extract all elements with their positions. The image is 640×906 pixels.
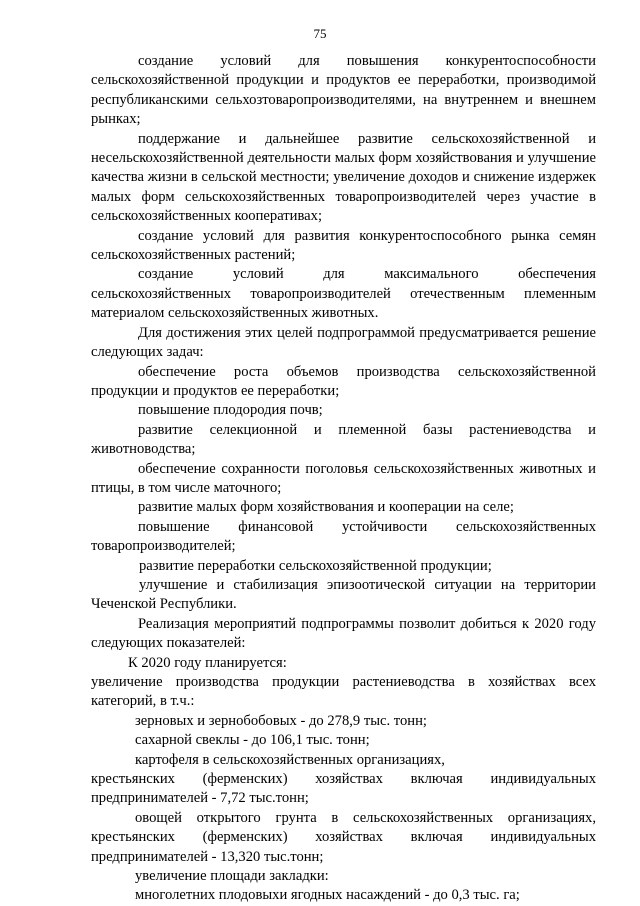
paragraph-task-small-forms: развитие малых форм хозяйствования и кооперации на селе; xyxy=(138,499,514,516)
paragraph-task-production-growth: обеспечение роста объемов производства сельскохозяйственной продукции и продуктов ее переработки; xyxy=(91,363,596,399)
document-body xyxy=(91,52,596,906)
paragraph-task-selection-base: развитие селекционной и племенной базы растениеводства и животноводства; xyxy=(91,421,596,458)
paragraph-goal-competitiveness: создание условий для повышения конкурентоспособности сельскохозяйственной продукции и продуктов ее переработки, производимой республиканскими сельхозтоваропроизводителями, на внутреннем и внешнем рынках; xyxy=(91,53,596,128)
paragraph-task-processing: развитие переработки сельскохозяйственной продукции; xyxy=(139,557,492,574)
paragraph-sugar-beet: сахарной свеклы - до 106,1 тыс. тонн; xyxy=(135,732,370,749)
paragraph-task-livestock-safety: обеспечение сохранности поголовья сельскохозяйственных животных и птицы, в том числе маточного; xyxy=(91,460,596,496)
paragraph-goal-breeding-material: создание условий для максимального обеспечения сельскохозяйственных товаропроизводителей отечественным племенным материалом сельскохозяйственных животных. xyxy=(91,266,596,322)
paragraph-potato: картофеля в сельскохозяйственных организациях, xyxy=(135,751,445,768)
paragraph-plan-2020: К 2020 году планируется: xyxy=(128,654,287,671)
page-number: 75 xyxy=(313,26,327,41)
paragraph-task-financial-stability: повышение финансовой устойчивости сельскохозяйственных товаропроизводителей; xyxy=(91,518,596,555)
paragraph-potato-farms: крестьянских (ферменских) хозяйствах включая индивидуальных предпринимателей - 7,72 тыс.тонн; xyxy=(91,771,596,807)
paragraph-planting-area: увеличение площади закладки: xyxy=(135,868,329,885)
paragraph-goal-seed-market: создание условий для развития конкурентоспособного рынка семян сельскохозяйственных растений; xyxy=(91,227,596,264)
paragraph-tasks-intro: Для достижения этих целей подпрограммой предусматривается решение следующих задач: xyxy=(91,324,596,361)
paragraph-vegetables: овощей открытого грунта в сельскохозяйственных организациях, крестьянских (ферменских) хозяйствах включая индивидуальных предпринимателей - 13,320 тыс.тонн; xyxy=(91,809,596,865)
paragraph-crop-production: увеличение производства продукции растениеводства в хозяйствах всех категорий, в т.ч.: xyxy=(91,674,596,710)
paragraph-results-intro: Реализация мероприятий подпрограммы позволит добиться к 2020 году следующих показателей: xyxy=(91,615,596,652)
paragraph-task-epizootic: улучшение и стабилизация эпизоотической ситуации на территории Чеченской Республики. xyxy=(91,576,596,613)
paragraph-goal-small-farms: поддержание и дальнейшее развитие сельскохозяйственной и несельскохозяйственной деятельности малых форм хозяйствования и улучшение качества жизни в сельской местности; увеличение доходов и снижение издержек малых форм сельскохозяйственных товаропроизводителей через участие в сельскохозяйственных кооперативах; xyxy=(91,130,596,225)
paragraph-orchards: многолетних плодовыхи ягодных насаждений - до 0,3 тыс. га; xyxy=(135,887,520,904)
paragraph-task-soil-fertility: повышение плодородия почв; xyxy=(138,402,323,419)
paragraph-grain: зерновых и зернобобовых - до 278,9 тыс. тонн; xyxy=(135,712,427,729)
